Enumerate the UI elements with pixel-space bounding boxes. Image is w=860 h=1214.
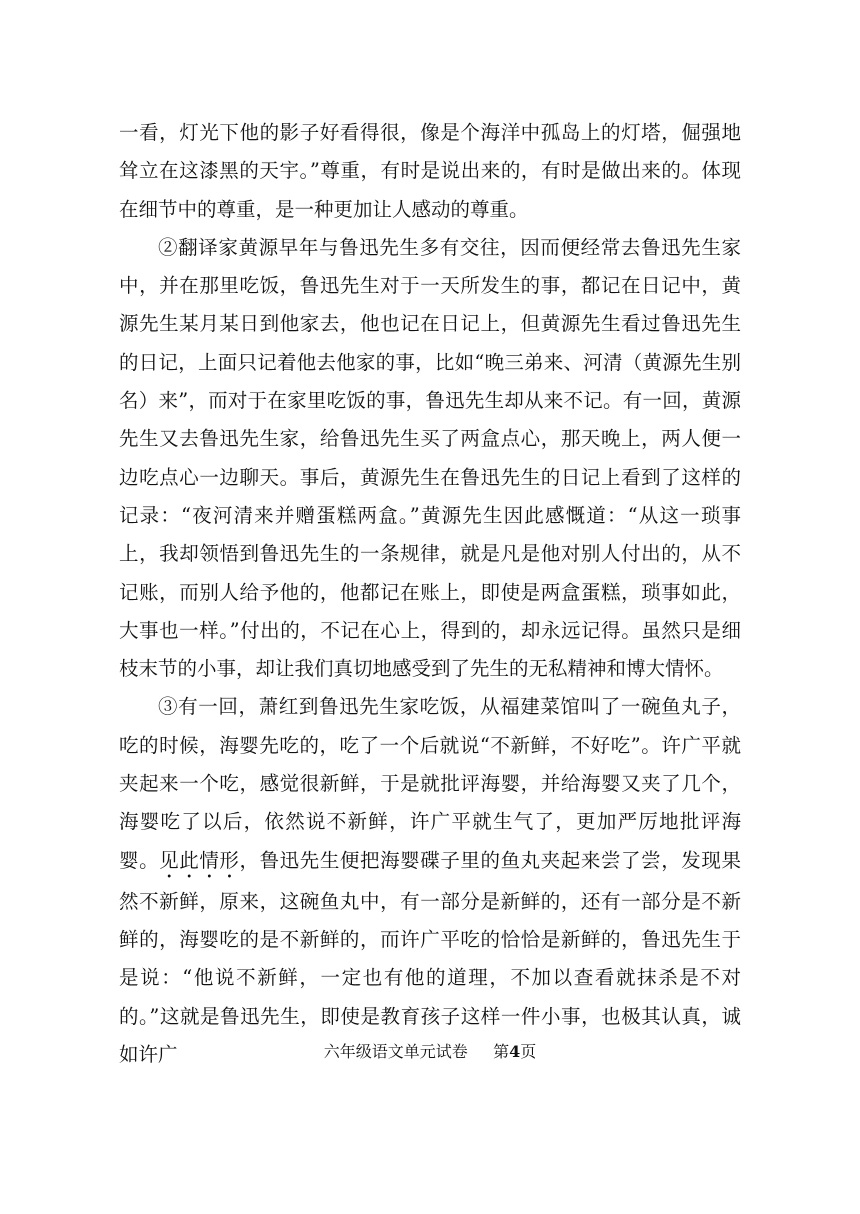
- emphasized-phrase: 见此情形: [159, 848, 240, 872]
- footer-title: 六年级语文单元试卷: [323, 1042, 468, 1061]
- paragraph-3: [119, 688, 741, 1074]
- page-footer: [0, 1039, 860, 1062]
- paragraph-3-after: ，鲁迅先生便把海婴碟子里的鱼丸夹起来尝了尝，发现果然不新鲜，原来，这碗鱼丸中，有一部分是新鲜的，还有一部分是不新鲜的，海婴吃的是不新鲜的，而许广平吃的恰恰是新鲜的，鲁迅先生于是说：“他说不新鲜，一定也有他的道理，不加以查看就抹杀是不对的。”这就是鲁迅先生，即使是教育孩子这样一件小事，也极其认真，诚如许广: [119, 848, 741, 1066]
- paragraph-continuation: 一看，灯光下他的影子好看得很，像是个海洋中孤岛上的灯塔，倔强地耸立在这漆黑的天宇。”尊重，有时是说出来的，有时是做出来的。体现在细节中的尊重，是一种更加让人感动的尊重。: [119, 121, 741, 221]
- footer-page-suffix: 页: [520, 1042, 537, 1061]
- footer-page-prefix: 第: [493, 1042, 510, 1061]
- paragraph-2: ②翻译家黄源早年与鲁迅先生多有交往，因而便经常去鲁迅先生家中，并在那里吃饭，鲁迅先生对于一天所发生的事，都记在日记中，黄源先生某月某日到他家去，他也记在日记上，但黄源先生看过鲁迅先生的日记，上面只记着他去他家的事，比如“晚三弟来、河清（黄源先生别名）来”，而对于在家里吃饭的事，鲁迅先生却从来不记。有一回，黄源先生又去鲁迅先生家，给鲁迅先生买了两盒点心，那天晚上，两人便一边吃点心一边聊天。事后，黄源先生在鲁迅先生的日记上看到了这样的记录：“夜河清来并赠蛋糕两盒。”黄源先生因此感慨道：“从这一琐事上，我却领悟到鲁迅先生的一条规律，就是凡是他对别人付出的，从不记账，而别人给予他的，他都记在账上，即使是两盒蛋糕，琐事如此，大事也一样。”付出的，不记在心上，得到的，却永远记得。虽然只是细枝末节的小事，却让我们真切地感受到了先生的无私精神和博大情怀。: [119, 235, 741, 681]
- paragraph-3-before: ③有一回，萧红到鲁迅先生家吃饭，从福建菜馆叫了一碗鱼丸子，吃的时候，海婴先吃的，吃了一个后就说“不新鲜，不好吃”。许广平就夹起来一个吃，感觉很新鲜，于是就批评海婴，并给海婴又夹了几个，海婴吃了以后，依然说不新鲜，许广平就生气了，更加严厉地批评海婴。: [119, 695, 741, 872]
- footer-page-number: 4: [509, 1042, 521, 1061]
- document-body: [119, 114, 741, 1074]
